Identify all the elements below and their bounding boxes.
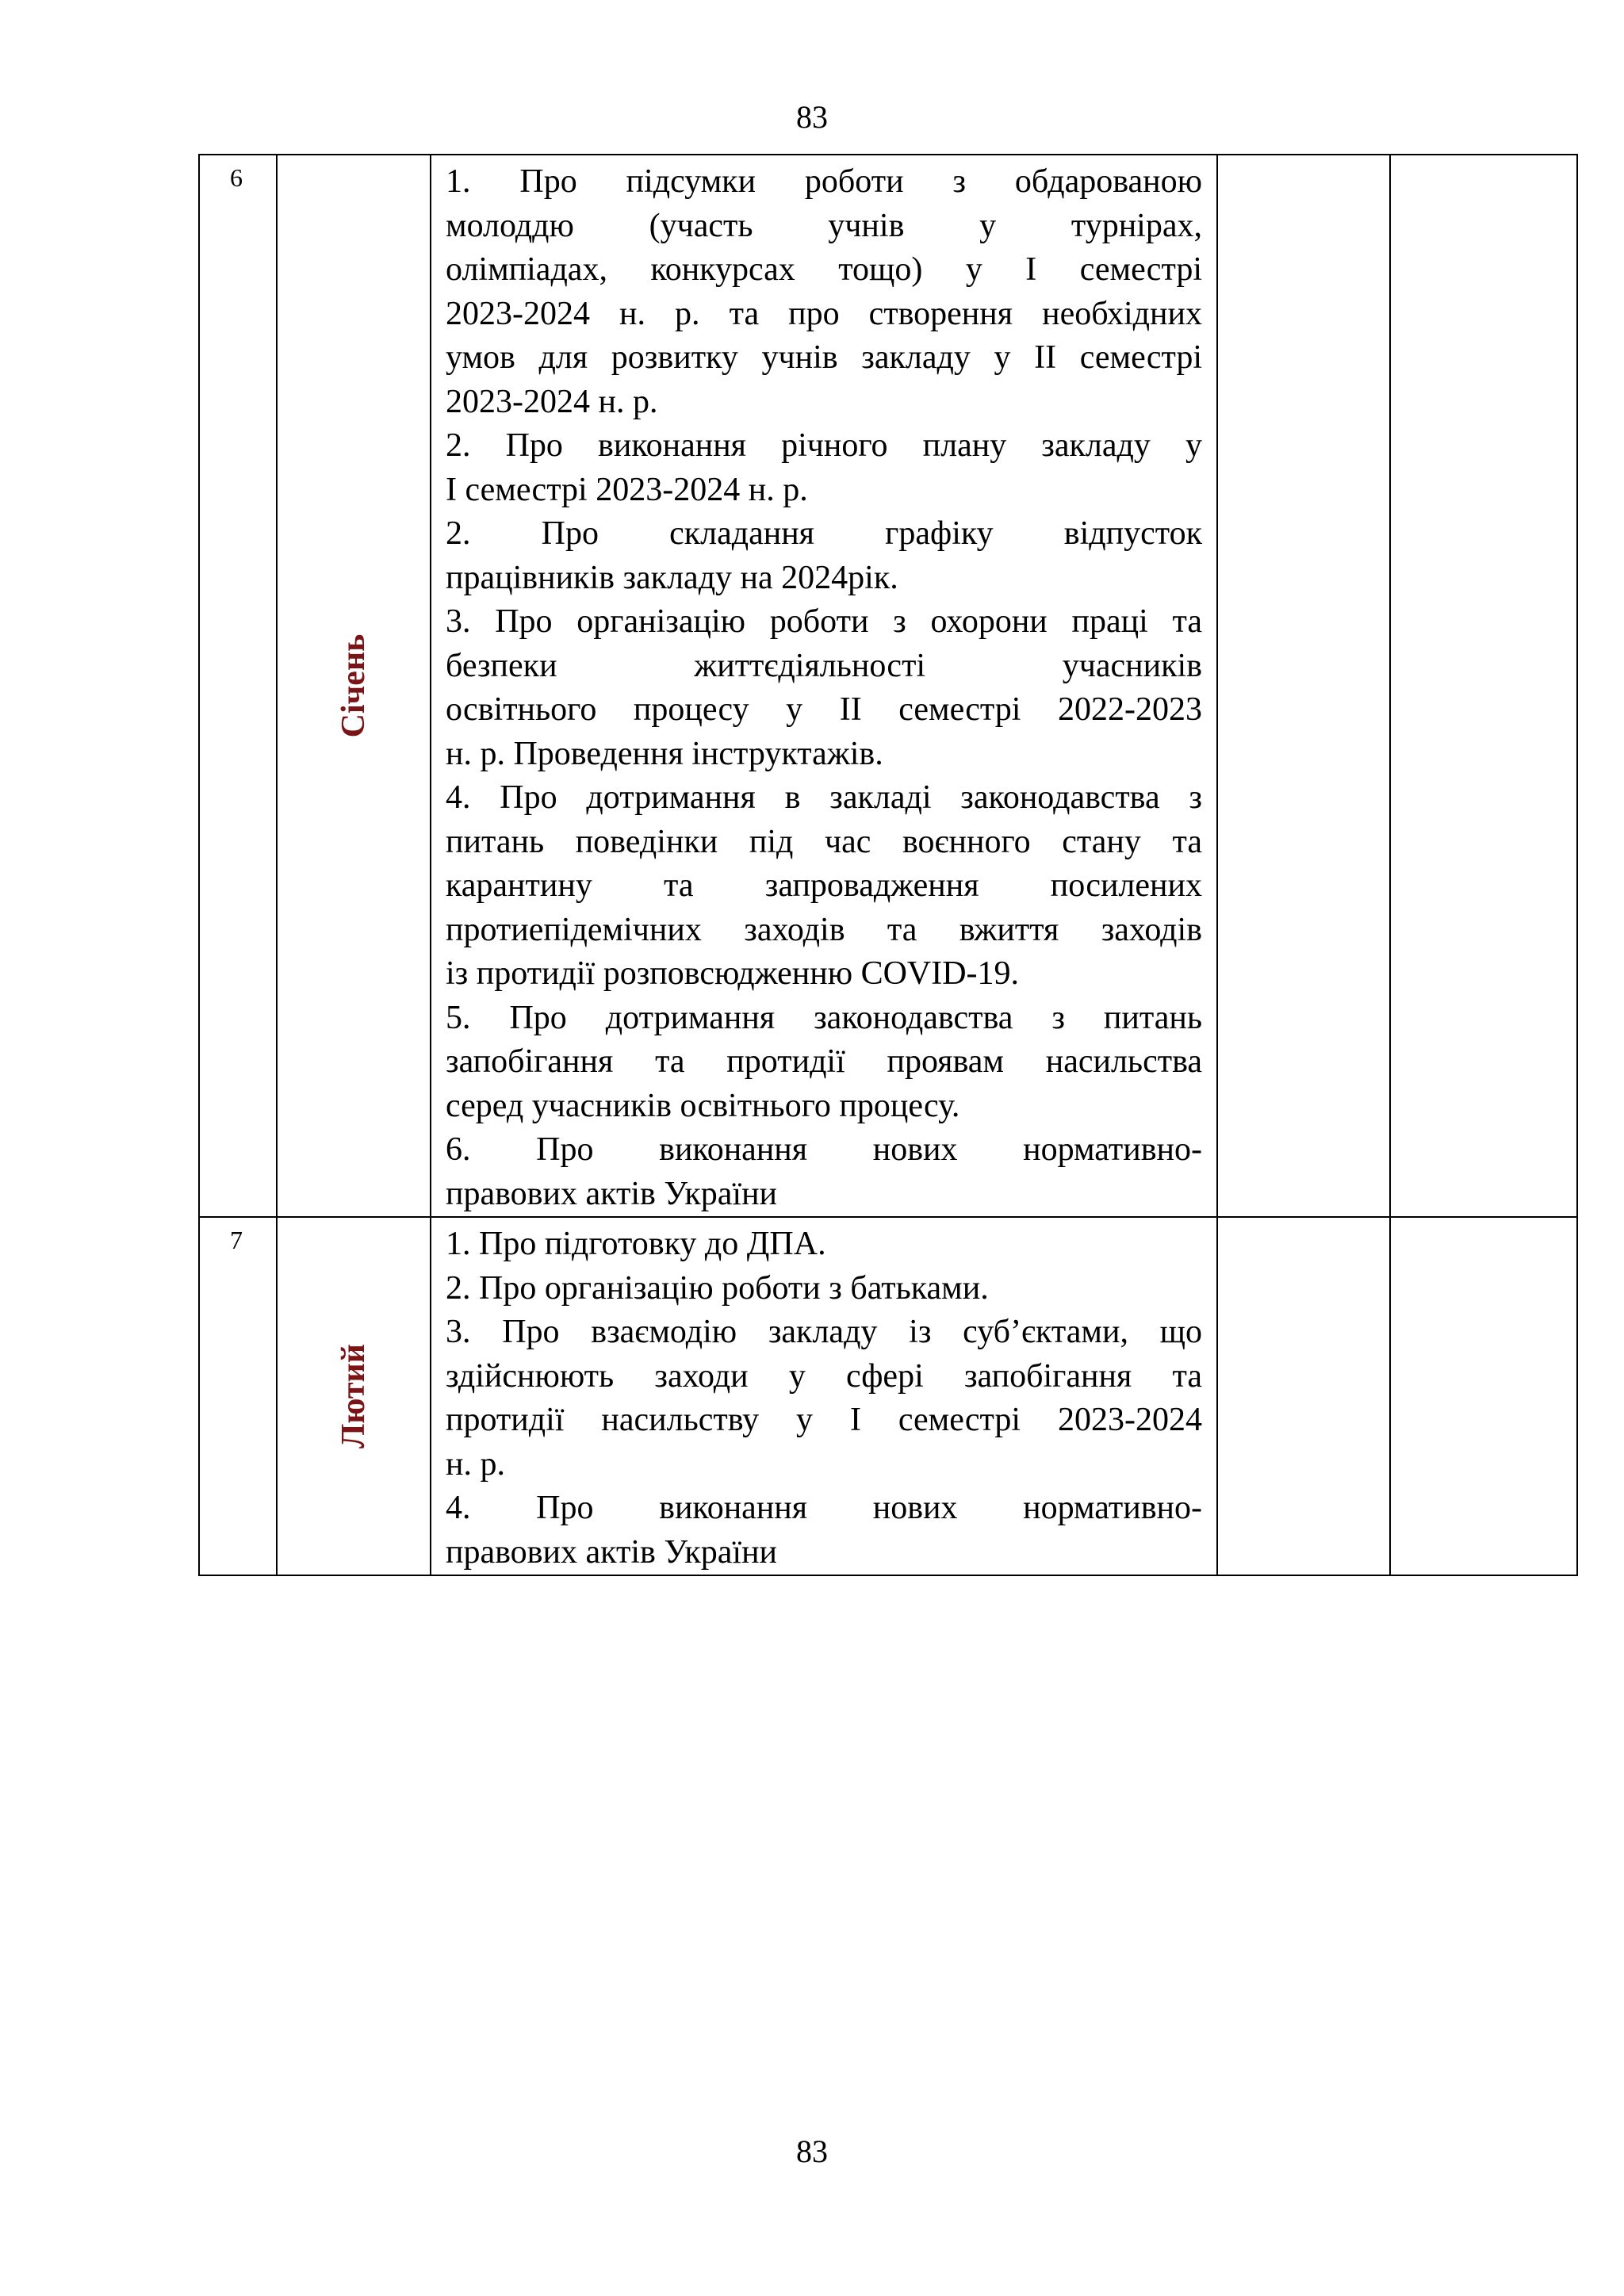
agenda-cell <box>431 155 1217 1217</box>
agenda-list <box>431 1218 1216 1575</box>
empty-cell <box>1390 155 1577 1217</box>
agenda-item-line: олімпіадах, конкурсах тощо) у І семестрі <box>446 251 1202 288</box>
agenda-item-line: серед учасників освітнього процесу. <box>446 1087 960 1124</box>
agenda-item-line: н. р. Проведення інструктажів. <box>446 735 883 772</box>
agenda-item-line: протиепідемічних заходів та вжиття заходів <box>446 911 1202 948</box>
month-label: Лютий <box>335 1344 372 1448</box>
page-number-top: 83 <box>796 99 828 135</box>
agenda-item-line: правових актів України <box>446 1175 778 1212</box>
row-number: 7 <box>230 1226 243 1254</box>
agenda-item-line: 2. Про складання графіку відпусток <box>446 515 1202 552</box>
row-number-cell <box>199 1217 277 1575</box>
agenda-item-line: питань поведінки під час воєнного стану та <box>446 823 1202 860</box>
month-label: Січень <box>335 633 372 738</box>
agenda-item-line: 4. Про виконання нових нормативно- <box>446 1490 1202 1526</box>
agenda-item-line: умов для розвитку учнів закладу у ІІ семестрі <box>446 339 1202 376</box>
empty-cell <box>1217 155 1390 1217</box>
month-cell <box>277 155 431 1217</box>
row-number: 6 <box>230 163 243 192</box>
agenda-item-line: молоддю (участь учнів у турнірах, <box>446 207 1202 244</box>
agenda-item-line: безпеки життєдіяльності учасників <box>446 647 1202 684</box>
agenda-item-line: запобігання та протидії проявам насильства <box>446 1043 1202 1080</box>
agenda-item-line: 6. Про виконання нових нормативно- <box>446 1131 1202 1168</box>
page-number-bottom: 83 <box>796 2133 828 2169</box>
agenda-item-line: протидії насильству у І семестрі 2023-2024 <box>446 1402 1202 1438</box>
agenda-item-line: працівників закладу на 2024рік. <box>446 559 898 596</box>
agenda-item-line: правових актів України <box>446 1533 778 1571</box>
agenda-item-line: 4. Про дотримання в закладі законодавства з <box>446 779 1202 816</box>
agenda-item-line: 1. Про підсумки роботи з обдарованою <box>446 163 1202 200</box>
agenda-cell <box>431 1217 1217 1575</box>
empty-cell <box>1217 1217 1390 1575</box>
agenda-item-line: н. р. <box>446 1445 505 1483</box>
agenda-item-line: освітнього процесу у ІІ семестрі 2022-2023 <box>446 691 1202 728</box>
plan-table <box>198 154 1578 1576</box>
month-cell <box>277 1217 431 1575</box>
empty-cell <box>1390 1217 1577 1575</box>
agenda-item-line: 2023-2024 н. р. та про створення необхідних <box>446 295 1202 332</box>
agenda-item-line: 1. Про підготовку до ДПА. <box>446 1226 826 1262</box>
agenda-item-line: 2023-2024 н. р. <box>446 383 658 420</box>
agenda-item-line: із протидії розповсюдженню COVID-19. <box>446 955 1020 992</box>
agenda-list <box>431 155 1216 1216</box>
agenda-item-line: 2. Про організацію роботи з батьками. <box>446 1269 989 1307</box>
agenda-item-line: 3. Про організацію роботи з охорони праці та <box>446 603 1202 640</box>
table-row <box>199 155 1577 1217</box>
table-row <box>199 1217 1577 1575</box>
row-number-cell <box>199 155 277 1217</box>
agenda-item-line: здійснюють заходи у сфері запобігання та <box>446 1357 1202 1395</box>
agenda-item-line: 3. Про взаємодію закладу із суб’єктами, що <box>446 1314 1202 1350</box>
agenda-item-line: карантину та запровадження посилених <box>446 867 1202 904</box>
agenda-item-line: І семестрі 2023-2024 н. р. <box>446 471 808 508</box>
agenda-item-line: 5. Про дотримання законодавства з питань <box>446 999 1202 1036</box>
agenda-item-line: 2. Про виконання річного плану закладу у <box>446 427 1202 464</box>
